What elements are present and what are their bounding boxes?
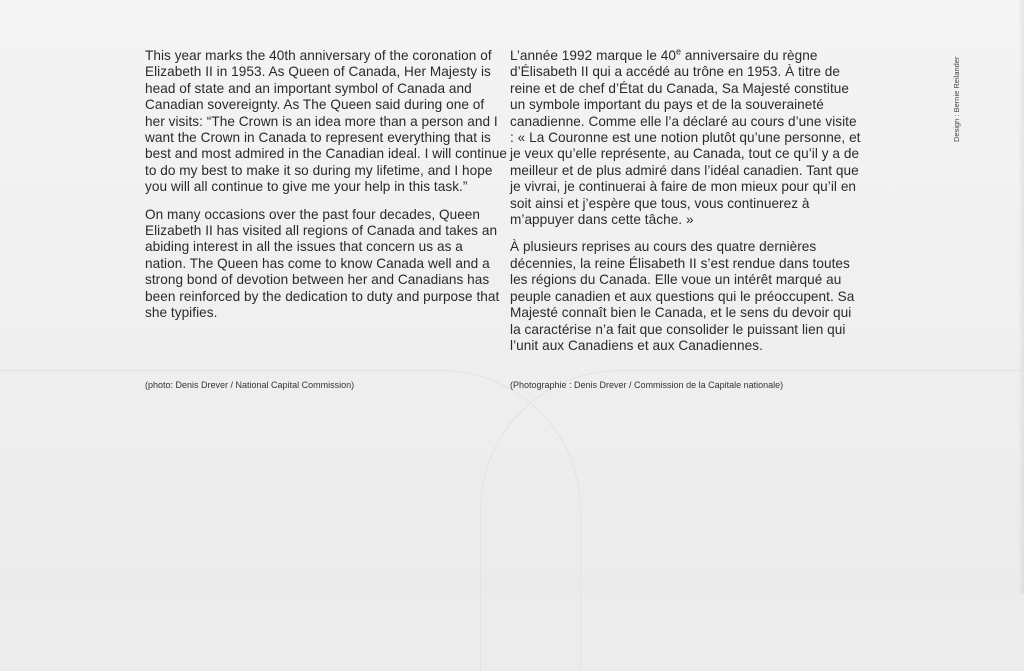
design-credit: Design : Bernie Reilander xyxy=(952,56,961,142)
english-text-column xyxy=(145,48,507,333)
french-paragraph-2: À plusieurs reprises au cours des quatre dernières décennies, la reine Élisabeth II s’est rendue dans toutes les régions du Canada. Elle voue un intérêt marqué au peuple canadien et aux questions qui le préoccupent. Sa Majesté connaît bien le Canada, et le sens du devoir qui la caractérise n’a fait que consolider le puissant lien qui l’unit aux Canadiens et aux Canadiennes. xyxy=(510,239,855,353)
french-text-column xyxy=(510,48,864,365)
english-photo-caption: (photo: Denis Drever / National Capital Commission) xyxy=(145,380,355,390)
envelope-edge-shadow xyxy=(1018,0,1024,594)
english-paragraph-2: On many occasions over the past four decades, Queen Elizabeth II has visited all regions of Canada and takes an abiding interest in all the issues that concern us as a nation. The Queen has come to know Canada well and a strong bond of devotion between her and Canadians has been reinforced by the dedication to duty and purpose that she typifies. xyxy=(145,206,500,321)
french-paragraph-1 xyxy=(510,48,864,228)
french-paragraph-1-start: L’année 1992 marque le 40 xyxy=(510,48,677,63)
french-paragraph-1-rest: anniversaire du règne d’Élisabeth II qui a accédé au trône en 1953. À titre de reine et de chef d’État du Canada, Sa Majesté constitue un symbole important du pays et de la souveraineté canadienne. Comme elle l’a déclaré au cours d’une visite : « La Couronne est une notion plutôt qu’une personne, et je veux qu’elle représente, au Canada, tout ce qu’il y a de meilleur et de plus admiré dans l’idéal canadien. Tant que je vivrai, je continuerai à faire de mon mieux pour qu’il en soit ainsi et j’espère que tous, vous continuerez à m’appuyer dans cette tâche. » xyxy=(510,48,861,228)
english-paragraph-1: This year marks the 40th anniversary of the coronation of Elizabeth II in 1953. As Queen of Canada, Her Majesty is head of state and an important symbol of Canada and Canadian sovereignty. As The Queen said during one of her visits: “The Crown is an idea more than a person and I want the Crown in Canada to represent everything that is best and most admired in the Canadian ideal. I will continue to do my best to make it so during my lifetime, and I hope you will all continue to give me your help in this task.” xyxy=(145,48,507,195)
french-ordinal-superscript: e xyxy=(676,46,682,57)
envelope-flap-seam-right xyxy=(480,370,1021,671)
french-photo-caption: (Photographie : Denis Drever / Commission de la Capitale nationale) xyxy=(510,380,784,390)
